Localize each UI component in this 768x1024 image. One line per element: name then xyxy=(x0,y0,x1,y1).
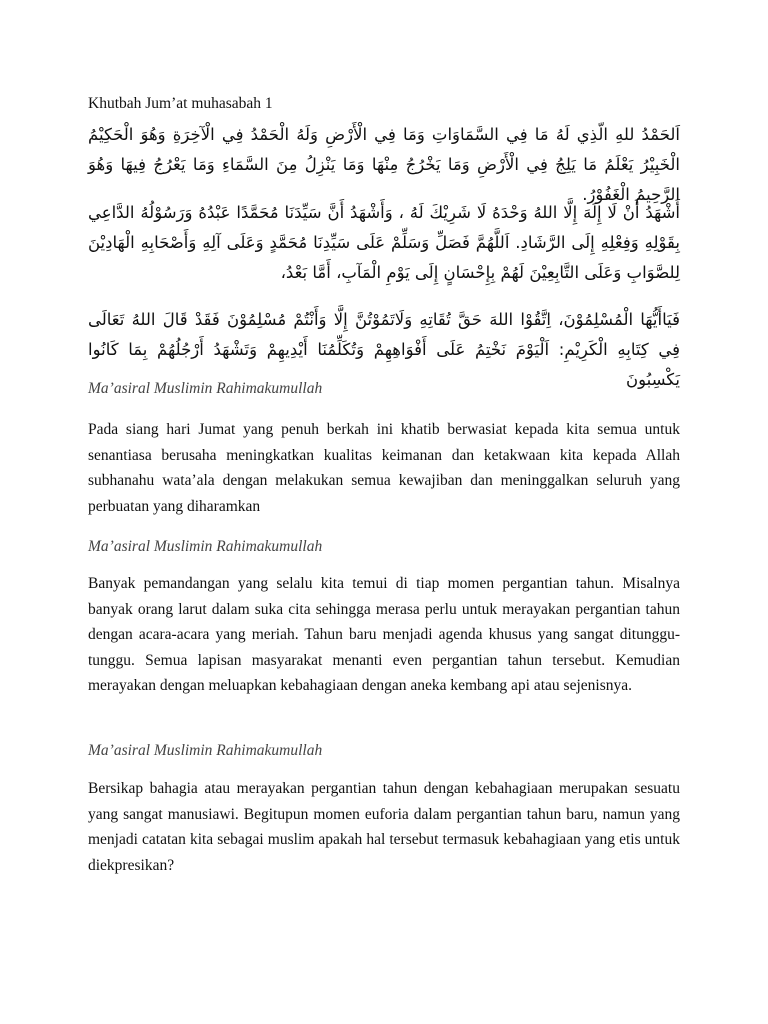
body-paragraph: Banyak pemandangan yang selalu kita temui di tiap momen pergantian tahun. Misalnya banyak orang larut dalam suka cita sehingga merasa perlu untuk merayakan pergantian tahun dengan acara-acara yang meriah. Tahun baru menjadi agenda khusus yang sangat ditunggu-tunggu. Semua lapisan masyarakat menanti even pergantian tahun tersebut. Kemudian merayakan dengan meluapkan kebahagiaan dengan aneka kembang api atau sejenisnya. xyxy=(88,575,680,694)
arabic-opening-praise: اَلحَمْدُ للهِ الّذِي لَهُ مَا فِي السَّمَاوَاتِ وَمَا فِي الْأَرْضِ وَلَهُ الْحَمْدُ فِي الْآخِرَةِ وَهُوَ الْحَكِيْمُ الْخَبِيْرُ يَعْلَمُ مَا يَلِجُ فِي الْأَرْضِ وَمَا يَخْرُجُ مِنْهَا وَمَا يَنْزِلُ مِنَ السَّمَاءِ وَمَا يَعْرُجُ فِيهَا وَهُوَ الرَّحِيمُ الْغَفُوْرُ. xyxy=(88,125,680,204)
arabic-shahada: أَشْهَدُ أَنْ لَا إِلَهَ إِلَّا اللهُ وَحْدَهُ لَا شَرِيْكَ لَهُ ، وَأَشْهَدُ أَنَّ سَيِّدَنَا مُحَمَّدًا عَبْدُهُ وَرَسُوْلُهُ الدَّاعِي بِقَوْلِهِ وَفِعْلِهِ إِلَى الرَّشَادِ. اَللَّهُمَّ فَصَلِّ وَسَلِّمْ عَلَى سَيِّدِنَا مُحَمَّدٍ وَعَلَى آلِهِ وَأَصْحَابِهِ الْهَادِيْنَ لِلصَّوَابِ وَعَلَى التَّابِعِيْنَ لَهُمْ بِإِحْسَانٍ إِلَى يَوْمِ الْمَآبِ، أَمَّا بَعْدُ، xyxy=(88,203,680,282)
document-page xyxy=(88,0,680,1024)
salutation-heading: Ma’asiral Muslimin Rahimakumullah xyxy=(88,742,323,759)
salutation-heading: Ma’asiral Muslimin Rahimakumullah xyxy=(88,380,323,397)
arabic-exhortation: فَيَاأَيُّهَا الْمُسْلِمُوْنَ، اِتَّقُوْا اللهَ حَقَّ تُقَاتِهِ وَلَاتَمُوْتُنَّ إِلَّا وَأَنْتُمْ مُسْلِمُوْنَ فَقَدْ قَالَ اللهُ تَعَالَى فِي كِتَابِهِ الْكَرِيْمِ: اَلْيَوْمَ نَخْتِمُ عَلَى أَفْوَاهِهِمْ وَتُكَلِّمُنَا أَيْدِيهِمْ وَتَشْهَدُ أَرْجُلُهُمْ بِمَا كَانُوا يَكْسِبُونَ xyxy=(88,310,680,389)
body-paragraph: Pada siang hari Jumat yang penuh berkah ini khatib berwasiat kepada kita semua untuk senantiasa berusaha meningkatkan kualitas keimanan dan ketakwaan kita kepada Allah subhanahu wata’ala dengan melakukan semua kewajiban dan meninggalkan seluruh yang perbuatan yang diharamkan xyxy=(88,421,680,515)
document-title: Khutbah Jum’at muhasabah 1 xyxy=(88,95,273,112)
salutation-heading: Ma’asiral Muslimin Rahimakumullah xyxy=(88,538,323,555)
body-paragraph: Bersikap bahagia atau merayakan pergantian tahun dengan kebahagiaan merupakan sesuatu yang sangat manusiawi. Begitupun momen euforia dalam pergantian tahun baru, namun yang menjadi catatan kita sebagai muslim apakah hal tersebut termasuk kebahagiaan yang etis untuk diekpresikan? xyxy=(88,780,680,874)
